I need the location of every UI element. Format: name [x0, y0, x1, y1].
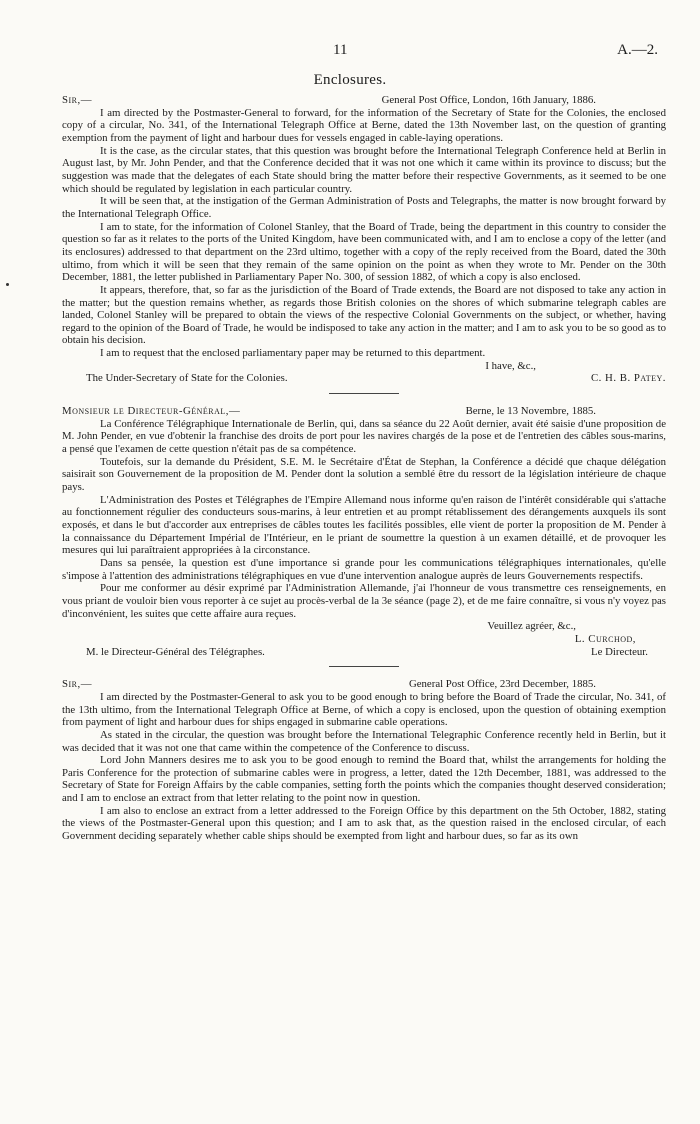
- letter2-heading: [62, 405, 666, 418]
- section-divider: [329, 393, 399, 394]
- letter1-salutation: Sir,—: [62, 94, 93, 106]
- letter3-paragraph: Lord John Manners desires me to ask you to be good enough to remind the Board that, whilst the arrangements for holding the Paris Conference for the protection of submarine cables were in progress, a letter, dated the 12th December, 1881, was addressed to the Secretary of State for Foreign Affairs by the cable companies, setting forth the points which the companies thought deserved consideration; and I am to enclose an extract from that letter relating to the point now in question.: [62, 754, 666, 805]
- letter1-paragraph: I am directed by the Postmaster-General to forward, for the information of the Secretary of State for the Colonies, the enclosed copy of a circular, No. 341, of the International Telegraph Office at Berne, dated the 13th November last, on the question of granting exemption from the payment of light and harbour dues for vessels engaged in cable-laying operations.: [62, 106, 666, 144]
- page-number: 11: [333, 42, 348, 58]
- letter2-paragraph: Dans sa pensée, la question est d'une importance si grande pour les communications télégraphiques internationales, qu'elle s'impose à l'attention des administrations télégraphiques en vue d'une intervention analogue auprès de leurs Gouvernements respectifs.: [62, 556, 666, 582]
- letter2-closing-block: [62, 620, 666, 645]
- page-header: [0, 42, 700, 62]
- letter1-footer: [62, 372, 666, 385]
- letter1-closing: I have, &c.,: [485, 359, 536, 372]
- letter2-paragraph: La Conférence Télégraphique Internationale de Berlin, qui, dans sa séance du 22 Août dernier, avait été saisie d'une proposition de M. John Pender, en vue d'obtenir la franchise des droits de port pour les navires chargés de la pose et de l'entretien des câbles sous-marins, a pensé que l'examen de cette question n'était pas de sa compétence.: [62, 417, 666, 456]
- letter1-addressee: The Under-Secretary of State for the Colonies.: [86, 372, 288, 385]
- letter1-paragraph: I am to request that the enclosed parliamentary paper may be returned to this department.: [100, 347, 486, 360]
- letter1-paragraph: I am to state, for the information of Colonel Stanley, that the Board of Trade, being the department in this country to consider the question so far as it relates to the ports of the United Kingdom, have been communicated with, and I am to enclose a copy of the letter (and its enclosures) addressed to that department on the 23rd ultimo, together with a copy of the reply received from the Board, dated the 30th ultimo, from which it will be seen that they remain of the same opinion on the point as when they wrote to Mr. Pender on the 30th December, 1881, the letter published in Parliamentary Paper No. 300, of session 1882, of which a copy is also enclosed.: [62, 220, 666, 284]
- letter1-paragraph: It appears, therefore, that, so far as the jurisdiction of the Board of Trade extends, the Board are not disposed to take any action in the matter; but the question remains whether, as regards those British colonies on the shores of which submarine telegraph cables are landed, Colonel Stanley will be prepared to obtain the views of the respective Colonial Governments on the subject, or whether, having regard to the opinion of the Board of Trade, he would be indisposed to take any action in the matter; and I am to ask you to be so good as to obtain his decision.: [62, 283, 666, 347]
- letter3-salutation: Sir,—: [62, 678, 93, 691]
- letter1-signature: C. H. B. Patey.: [590, 372, 666, 385]
- letter2-closing: Veuillez agréer, &c.,: [487, 620, 576, 633]
- document-reference: A.—2.: [617, 42, 658, 58]
- letter2-signature-title: Le Directeur.: [591, 645, 648, 658]
- letter3-paragraph: I am directed by the Postmaster-General to ask you to be good enough to bring before the Board of Trade the circular, No. 341, of the 13th ultimo, from the International Telegraph Office at Berne, of which a copy is enclosed, upon the question of obtaining exemption from payment of light and harbour dues for ships engaged in submarine cable operations.: [62, 690, 666, 729]
- letter1-dateline: General Post Office, London, 16th January, 1886.: [381, 94, 596, 106]
- letter3-heading: [62, 678, 666, 691]
- letter3-dateline: General Post Office, 23rd December, 1885.: [408, 678, 596, 691]
- letter3-paragraph: I am also to enclose an extract from a letter addressed to the Foreign Office by this department on the 5th October, 1882, stating the views of the Postmaster-General upon this question; and I am to ask that, as the question raised in the enclosed circular, of each Government deciding separately whether cable ships should be exempted from light and harbour dues, so far as its own: [62, 804, 666, 843]
- section-divider: [329, 666, 399, 667]
- letter2-dateline: Berne, le 13 Novembre, 1885.: [465, 405, 596, 418]
- letter3-paragraph: As stated in the circular, the question was brought before the International Telegraphic Conference recently held in Berlin, but it was decided that it was not one that came within the competence of the Conference to discuss.: [62, 728, 666, 754]
- section-title: Enclosures.: [313, 72, 387, 88]
- letter2-paragraph: Pour me conformer au désir exprimé par l'Administration Allemande, j'ai l'honneur de vous transmettre ces renseignements, en vous priant de vouloir bien vous reporter à ce sujet au procès-verbal de la 3e séance (page 2), et de me faire connaître, si vous n'y voyez pas d'inconvénient, les suites que cette affaire aura reçues.: [62, 582, 666, 620]
- letter1-heading: [62, 94, 666, 107]
- letter2-signature: L. Curchod,: [574, 632, 636, 645]
- letter2-paragraph: Toutefois, sur la demande du Président, S.E. M. le Secrétaire d'État de Stephan, la Conférence a décidé que chaque délégation saisirait son Gouvernement de la proposition de M. Pender dont la solution a semblé être du ressort de la législation intérieure de chaque pays.: [62, 455, 666, 494]
- letter1-paragraph: It will be seen that, at the instigation of the German Administration of Posts and Telegraphs, the matter is now brought forward by the International Telegraph Office.: [62, 195, 666, 220]
- letter1-paragraph: It is the case, as the circular states, that this question was brought before the International Telegraph Conference held at Berlin in August last, by Mr. John Pender, and that the Conference decided that it was not one which it came within its province to discuss; but the suggestion was made that the delegates of each State should bring the matter before their respective Governments, as it seemed to be one which should be regulated by legislation in each particular country.: [62, 144, 666, 195]
- margin-mark: [6, 283, 9, 286]
- letter2-paragraph: L'Administration des Postes et Télégraphes de l'Empire Allemand nous informe qu'en raison de l'intérêt considérable qui s'attache au fonctionnement régulier des conducteurs sous-marins, à leur entretien et au prompt rétablissement des dérangements auxquels ils sont exposés, et dans le but d'accorder aux entreprises de câbles toutes les facilités possibles, elle vient de porter la proposition de M. Pender à la connaissance du Département Impérial de l'Intérieur, en le priant de soumettre la question à un examen détaillé, et de provoquer les mesures qui lui paraîtraient appropriées à la circonstance.: [62, 493, 666, 557]
- document-body: [62, 94, 666, 843]
- letter2-salutation: Monsieur le Directeur-Général,—: [62, 405, 241, 418]
- letter2-footer: [62, 646, 666, 659]
- letter2-addressee: M. le Directeur-Général des Télégraphes.: [86, 645, 265, 658]
